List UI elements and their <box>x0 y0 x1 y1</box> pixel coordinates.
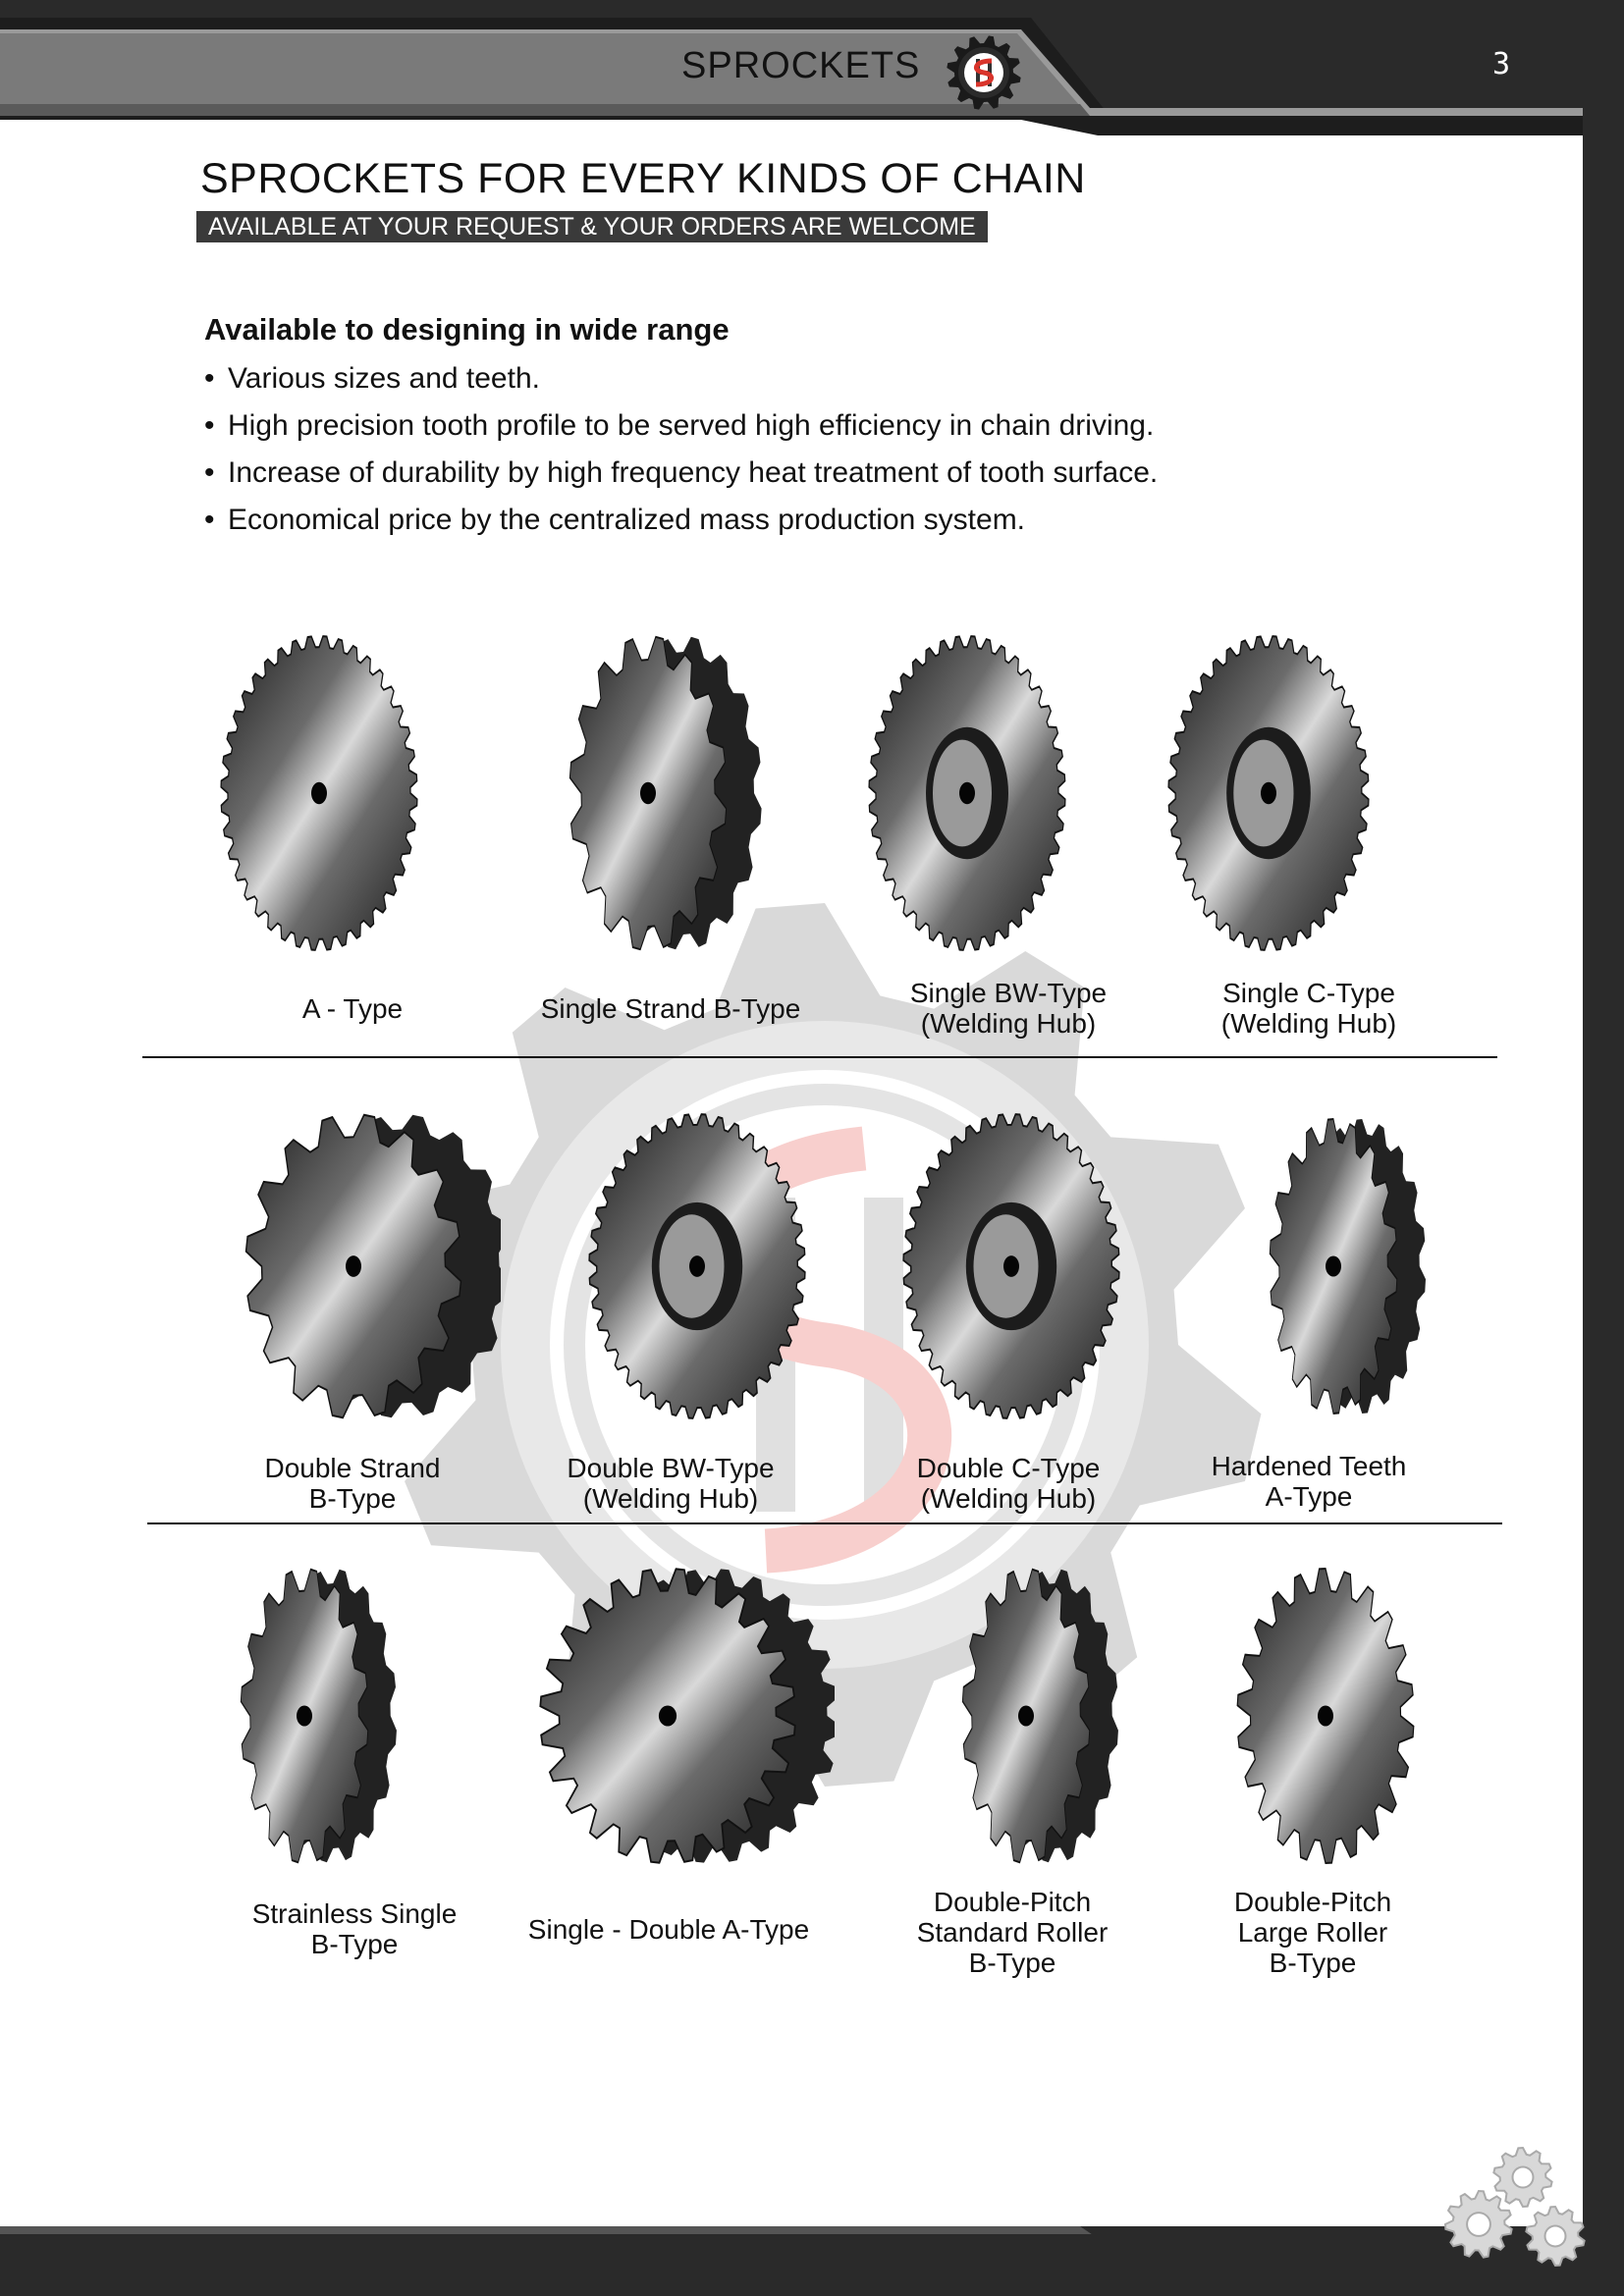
section-subtitle-banner: AVAILABLE AT YOUR REQUEST & YOUR ORDERS ARE WELCOME <box>196 211 988 242</box>
product-label-single-c-type: Single C-Type (Welding Hub) <box>1220 978 1397 1039</box>
single-double-a-type-sprocket-icon <box>501 1559 835 1873</box>
page-number: 3 <box>1492 47 1511 81</box>
hardened-teeth-a-type-sprocket-icon <box>1230 1109 1436 1423</box>
feature-item: • Various sizes and teeth. <box>204 362 540 395</box>
double-bw-type-sprocket-icon <box>550 1104 844 1428</box>
section-title: SPROCKETS FOR EVERY KINDS OF CHAIN <box>200 155 1086 202</box>
single-bw-type-sprocket-icon <box>830 626 1105 960</box>
product-label-single-double-a-type: Single - Double A-Type <box>527 1914 810 1945</box>
product-label-double-strand-b-type: Double Strand B-Type <box>264 1453 441 1514</box>
product-label-double-c-type: Double C-Type (Welding Hub) <box>916 1453 1101 1514</box>
header-title: SPROCKETS <box>681 45 921 86</box>
double-pitch-standard-roller-sprocket-icon <box>923 1559 1129 1873</box>
sh-gear-logo-icon <box>945 33 1023 112</box>
row-divider <box>142 1056 1497 1058</box>
double-pitch-large-roller-sprocket-icon <box>1198 1559 1453 1873</box>
product-label-a-type: A - Type <box>301 993 404 1024</box>
feature-item: • High precision tooth profile to be served high efficiency in chain driving. <box>204 409 1155 442</box>
stainless-single-b-type-sprocket-icon <box>201 1559 407 1873</box>
features-list <box>204 355 1158 544</box>
features-heading: Available to designing in wide range <box>204 312 730 347</box>
single-c-type-sprocket-icon <box>1129 626 1408 960</box>
double-strand-b-type-sprocket-icon <box>206 1104 501 1428</box>
product-label-single-strand-b-type: Single Strand B-Type <box>540 993 801 1024</box>
row-divider <box>147 1522 1502 1524</box>
product-label-double-bw-type: Double BW-Type (Welding Hub) <box>567 1453 775 1514</box>
product-label-stainless-single-b-type: Strainless Single B-Type <box>251 1898 458 1959</box>
a-type-sprocket-icon <box>182 626 457 960</box>
product-label-hardened-teeth-a-type: Hardened Teeth A-Type <box>1211 1451 1407 1512</box>
footer-band <box>0 2209 1624 2296</box>
feature-item: • Economical price by the centralized mass production system. <box>204 504 1026 536</box>
feature-item: • Increase of durability by high frequency heat treatment of tooth surface. <box>204 456 1159 489</box>
product-label-double-pitch-standard-roller: Double-Pitch Standard Roller B-Type <box>916 1887 1109 1978</box>
gears-cluster-icon <box>1439 2146 1597 2273</box>
double-c-type-sprocket-icon <box>864 1104 1159 1428</box>
product-label-single-bw-type: Single BW-Type (Welding Hub) <box>909 978 1108 1039</box>
single-strand-b-type-sprocket-icon <box>530 626 766 960</box>
product-label-double-pitch-large-roller: Double-Pitch Large Roller B-Type <box>1233 1887 1392 1978</box>
